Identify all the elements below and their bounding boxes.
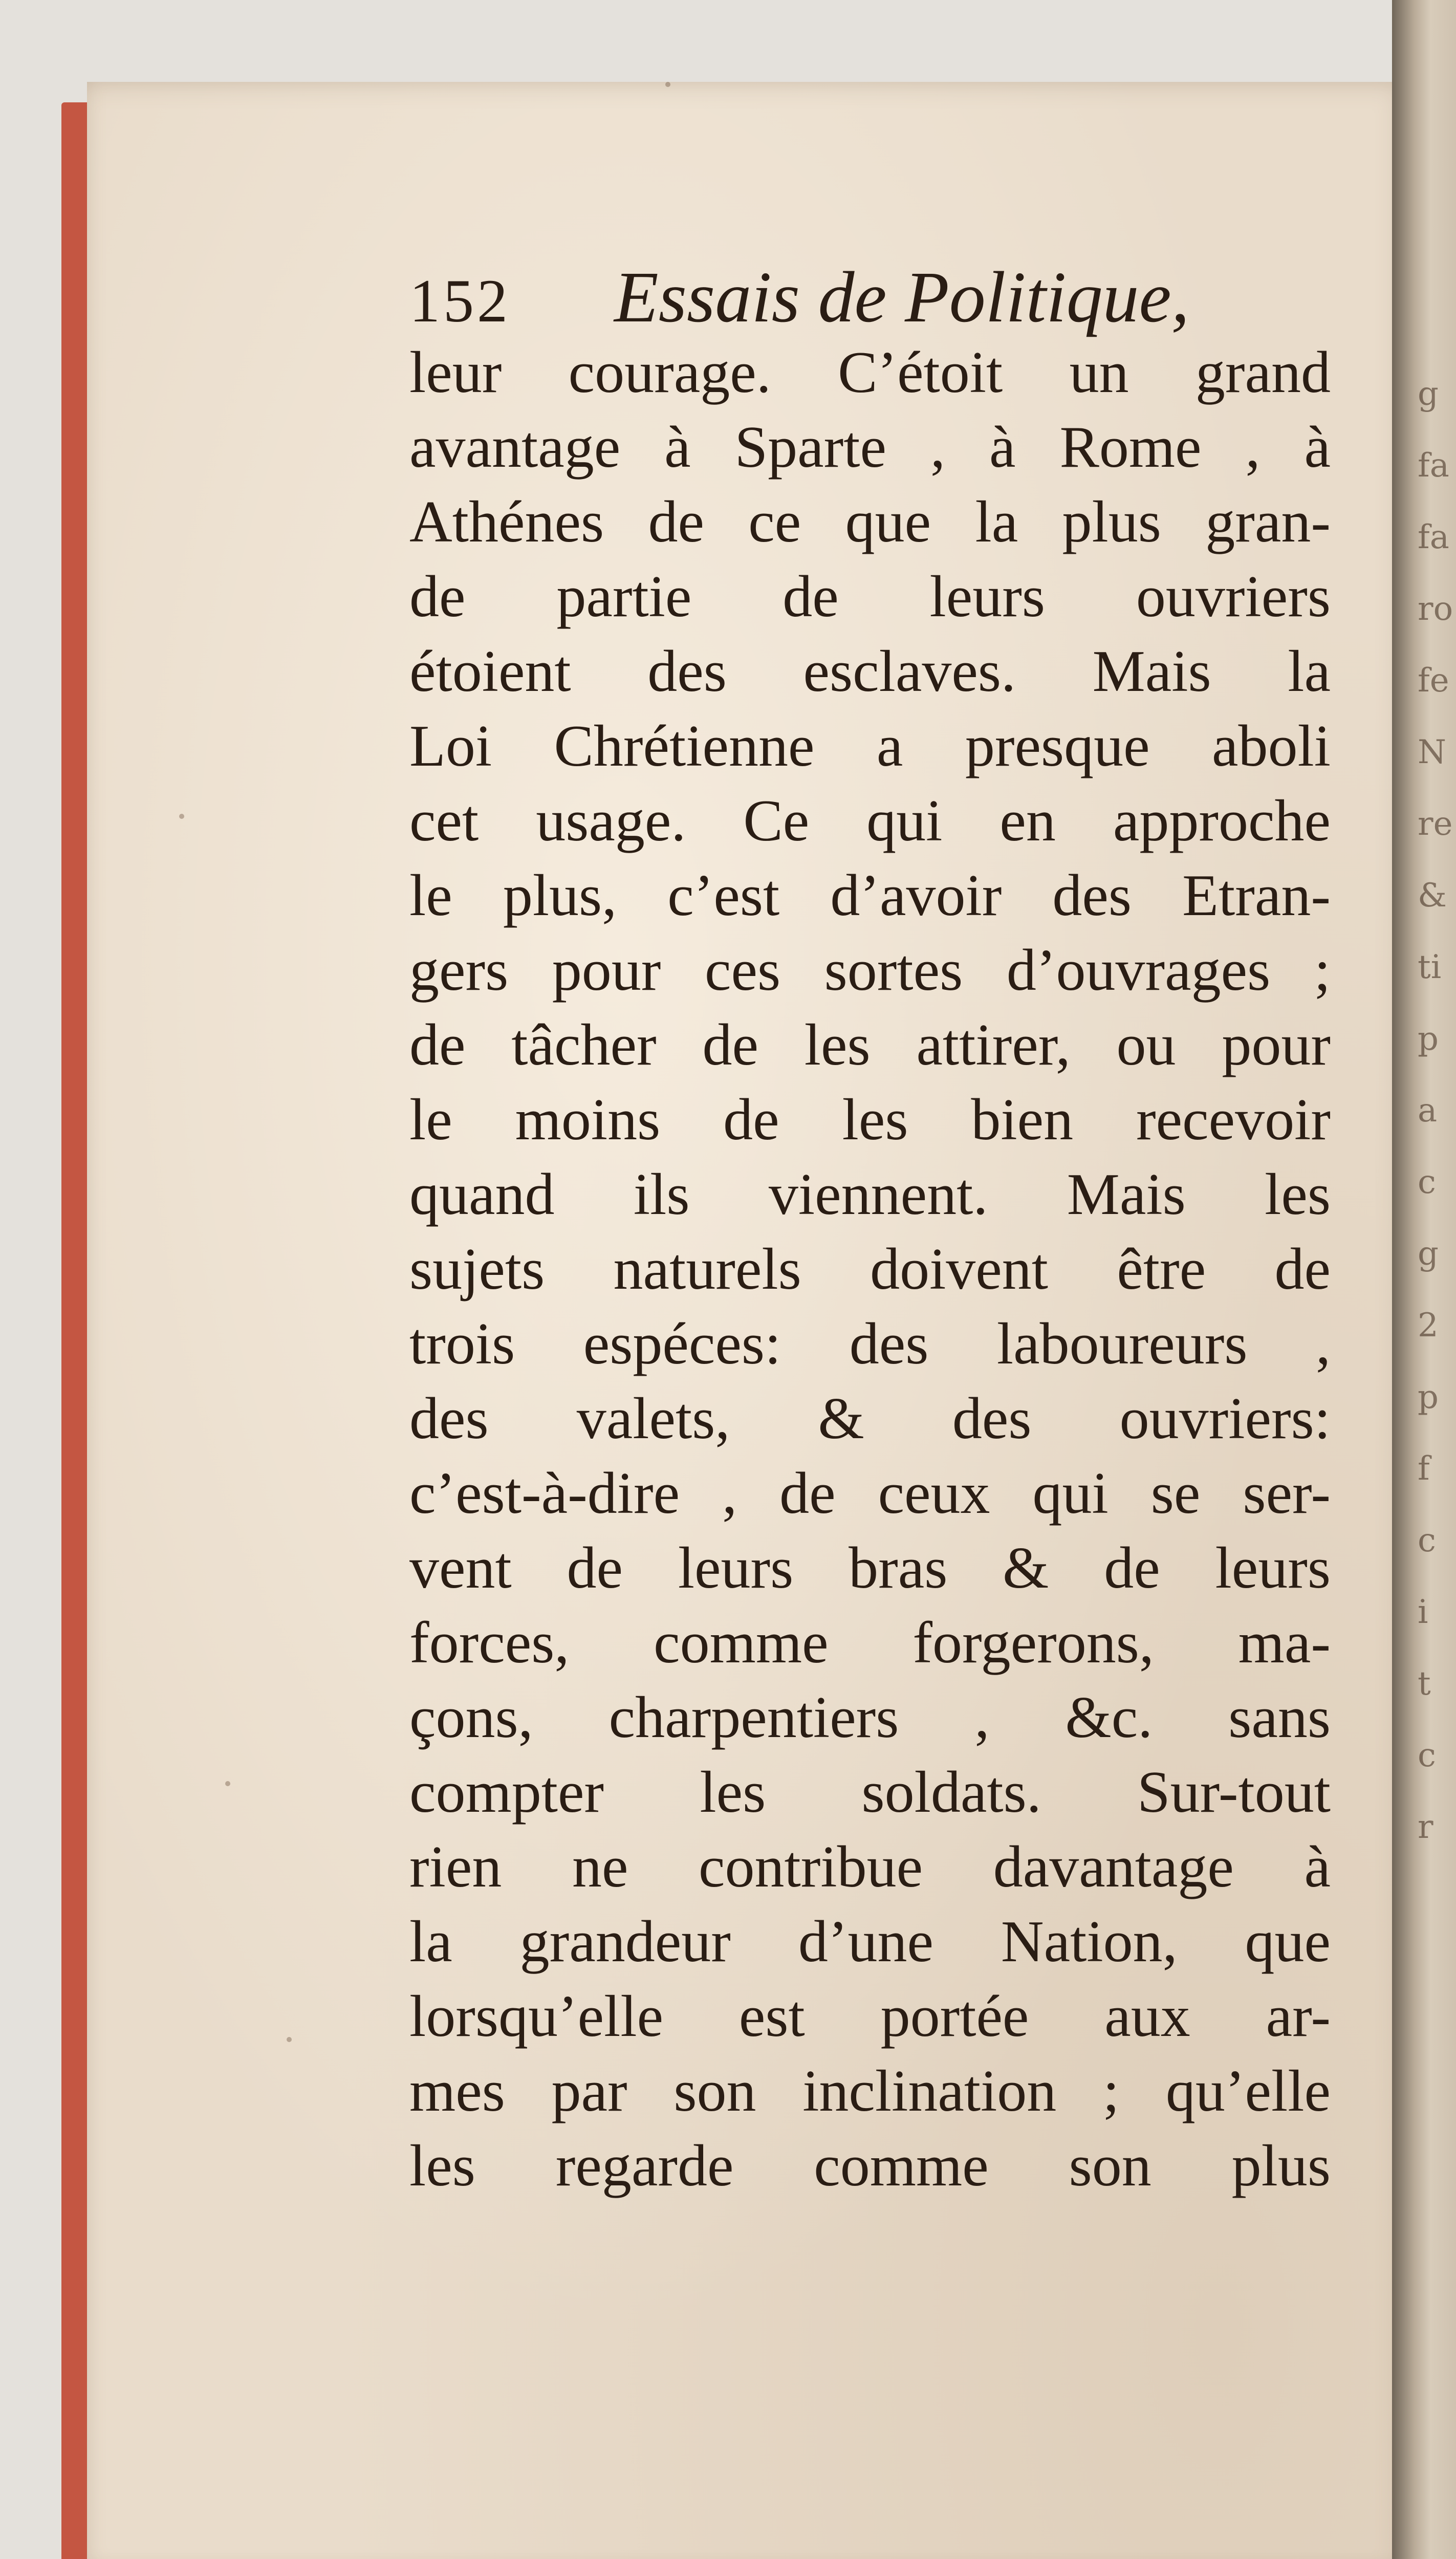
text-line: rien ne contribue davantage à [409,1834,1331,1900]
facing-page-fragment: p [1418,1020,1439,1058]
text-line: lorsqu’elle est portée aux ar- [409,1984,1331,2049]
facing-page-fragments [1418,358,1453,2098]
paper-speck [287,2037,292,2042]
text-line: vent de leurs bras & de leurs [409,1535,1331,1601]
facing-page-fragment: ro [1418,590,1453,628]
paper-speck [665,82,670,87]
text-line: leur courage. C’étoit un grand [409,340,1331,405]
facing-page-fragment: c [1418,1163,1436,1201]
facing-page-fragment: p [1418,1378,1439,1416]
paper-speck [179,814,184,819]
text-line: étoient des esclaves. Mais la [409,639,1331,704]
text-line: mes par son inclination ; qu’elle [409,2058,1331,2124]
paper-speck [225,1781,230,1786]
facing-page-fragment: c [1418,1522,1436,1559]
facing-page-fragment: f [1418,1450,1430,1488]
text-line: cet usage. Ce qui en approche [409,788,1331,854]
facing-page-fragment: N [1418,733,1446,771]
page-text [409,258,1331,2203]
running-title: Essais de Politique, [614,256,1190,337]
text-line: les regarde comme son plus [409,2133,1331,2199]
text-line: quand ils viennent. Mais les [409,1162,1331,1227]
facing-page-fragment: & [1418,877,1447,915]
facing-page-fragment: a [1418,1092,1438,1130]
text-line: le plus, c’est d’avoir des Etran- [409,863,1331,928]
facing-page-fragment: g [1418,375,1439,413]
text-line: Athénes de ce que la plus gran- [409,489,1331,555]
body-text [409,335,1331,2203]
text-line: gers pour ces sortes d’ouvrages ; [409,938,1331,1003]
facing-page-fragment: fe [1418,662,1449,700]
text-line: c’est-à-dire , de ceux qui se ser- [409,1461,1331,1526]
text-line: Loi Chrétienne a presque aboli [409,713,1331,779]
running-head [409,258,1331,335]
text-line: avantage à Sparte , à Rome , à [409,415,1331,480]
text-line: la grandeur d’une Nation, que [409,1909,1331,1975]
facing-page-fragment: g [1418,1235,1439,1273]
text-line: le moins de les bien recevoir [409,1087,1331,1153]
text-line: forces, comme forgerons, ma- [409,1610,1331,1676]
facing-page-fragment: t [1418,1665,1431,1703]
text-line: de partie de leurs ouvriers [409,564,1331,630]
facing-page-fragment: 2 [1418,1307,1439,1344]
facing-page-fragment: fa [1418,447,1449,485]
text-line: des valets, & des ouvriers: [409,1386,1331,1451]
page-number: 152 [409,267,511,335]
facing-page-fragment: i [1418,1593,1428,1631]
facing-page-fragment: ti [1418,948,1442,986]
facing-page-fragment: c [1418,1737,1436,1774]
facing-page-fragment: fa [1418,518,1449,556]
text-line: de tâcher de les attirer, ou pour [409,1012,1331,1078]
text-line: çons, charpentiers , &c. sans [409,1685,1331,1750]
text-line: sujets naturels doivent être de [409,1237,1331,1302]
text-line: trois espéces: des laboureurs , [409,1311,1331,1377]
facing-page-fragment: r [1418,1808,1433,1846]
text-line: compter les soldats. Sur-tout [409,1760,1331,1825]
facing-page-fragment: re [1418,805,1453,843]
